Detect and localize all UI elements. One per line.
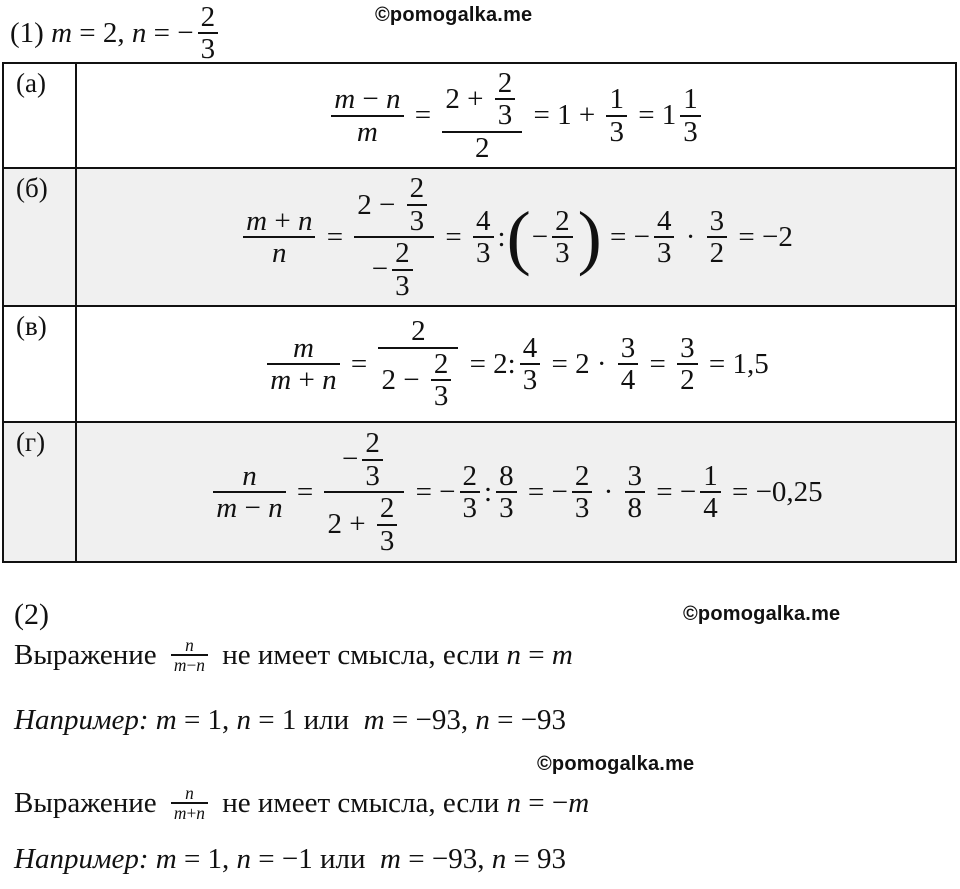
- math-text: 3: [609, 115, 624, 148]
- math-variable: m: [173, 655, 187, 676]
- math-text: = 93: [506, 843, 567, 875]
- math-text: 3: [620, 331, 636, 364]
- math-text: = −: [521, 786, 569, 819]
- math-text: −: [371, 253, 389, 286]
- fraction: [677, 333, 698, 396]
- math-text: ·: [678, 220, 703, 253]
- math-text: 2: [462, 459, 478, 492]
- fraction: [496, 461, 517, 524]
- math-text: 2: [409, 172, 425, 205]
- math-text: :: [484, 475, 493, 508]
- math-text: =: [438, 220, 470, 253]
- math-variable: n: [506, 638, 522, 671]
- fraction: [520, 333, 541, 396]
- row-equation: [77, 169, 955, 305]
- fraction: [354, 173, 434, 301]
- fraction: [324, 428, 404, 556]
- math-variable: m: [363, 704, 385, 736]
- fraction: [606, 84, 627, 147]
- math-text: =: [407, 99, 439, 132]
- math-text: 2: [709, 237, 725, 270]
- math-variable: m: [334, 83, 356, 116]
- statement-undefined-m-plus-n: [14, 784, 589, 823]
- math-text: 1: [703, 459, 718, 492]
- math-text: не имеет смысла, если: [214, 786, 507, 819]
- math-paren: (: [506, 196, 531, 278]
- fraction: [680, 84, 701, 147]
- fraction: [407, 173, 428, 236]
- math-text: 3: [433, 380, 449, 413]
- math-variable: m: [270, 364, 292, 397]
- math-text: = 1: [630, 99, 677, 132]
- math-text: = −93: [489, 704, 567, 736]
- row-equation: [77, 307, 955, 421]
- given-values-line: [10, 2, 222, 65]
- table-row: [4, 64, 955, 169]
- math-variable: Например:: [14, 704, 156, 736]
- fraction: [171, 784, 208, 823]
- math-variable: m: [551, 638, 573, 671]
- math-text: 4: [703, 492, 718, 525]
- math-text: +: [267, 204, 298, 237]
- fraction: [654, 206, 675, 269]
- math-text: −: [341, 443, 359, 476]
- math-variable: n: [196, 655, 205, 676]
- math-text: +: [291, 364, 323, 397]
- math-text: ·: [596, 475, 621, 508]
- row-label: (а): [4, 64, 77, 167]
- math-variable: n: [185, 783, 194, 803]
- table-row: [4, 307, 955, 423]
- fraction: [213, 461, 285, 524]
- math-variable: m: [246, 204, 268, 237]
- math-variable: n: [491, 843, 507, 875]
- math-text: = 1 +: [526, 99, 603, 132]
- fraction: [552, 206, 573, 269]
- fraction: [378, 316, 458, 411]
- math-text: 3: [656, 237, 672, 270]
- fraction: [572, 461, 593, 524]
- math-text: = −93,: [384, 704, 476, 736]
- math-variable: m: [356, 115, 378, 148]
- math-text: 8: [627, 492, 642, 525]
- math-text: Выражение: [14, 786, 164, 819]
- math-text: = −: [602, 220, 650, 253]
- table-row: [4, 423, 955, 561]
- math-text: 8: [499, 459, 514, 492]
- fraction: [331, 84, 403, 147]
- fraction: [198, 2, 219, 65]
- math-variable: n: [236, 843, 252, 875]
- math-variable: n: [297, 204, 313, 237]
- math-variable: m: [155, 843, 177, 875]
- row-label: (б): [4, 169, 77, 305]
- math-text: 2 +: [445, 83, 491, 116]
- watermark-bottom: ©pomogalka.me: [537, 753, 695, 775]
- math-text: 3: [379, 524, 395, 557]
- math-text: = −: [520, 475, 568, 508]
- math-text: −: [355, 83, 386, 116]
- math-variable: n: [322, 364, 337, 397]
- math-text: 3: [200, 33, 216, 66]
- math-variable: m: [292, 331, 314, 364]
- math-text: = −2: [731, 220, 793, 253]
- fraction: [707, 206, 728, 269]
- math-text: 3: [522, 364, 538, 397]
- math-text: = −0,25: [724, 475, 823, 508]
- math-variable: n: [131, 16, 147, 49]
- statement-undefined-m-minus-n: [14, 636, 573, 675]
- table-row: [4, 169, 955, 307]
- math-text: = 2 ·: [544, 347, 614, 380]
- math-text: 4: [656, 204, 672, 237]
- math-text: =: [289, 475, 321, 508]
- math-variable: n: [386, 83, 401, 116]
- math-text: 3: [499, 492, 514, 525]
- math-text: +: [186, 803, 197, 824]
- math-text: = 1,5: [701, 347, 769, 380]
- math-text: 3: [497, 99, 513, 132]
- math-text: =: [343, 347, 375, 380]
- example-m-plus-n: [14, 843, 566, 876]
- math-text: 2: [395, 237, 410, 270]
- math-text: 2 −: [357, 188, 403, 221]
- math-text: = 2:: [462, 347, 516, 380]
- watermark-top: ©pomogalka.me: [375, 4, 533, 26]
- math-text: 3: [709, 204, 725, 237]
- fraction: [392, 238, 413, 301]
- example-m-minus-n: [14, 704, 566, 737]
- math-text: = −: [146, 16, 194, 49]
- math-text: 2: [433, 347, 449, 380]
- math-text: 2: [475, 131, 490, 164]
- math-text: (1): [10, 16, 52, 49]
- math-text: не имеет смысла, если: [214, 638, 507, 671]
- math-text: 3: [409, 204, 425, 237]
- math-text: 3: [574, 492, 590, 525]
- math-text: 4: [522, 331, 538, 364]
- math-text: = 1 или: [251, 704, 364, 736]
- fraction: [495, 68, 516, 131]
- fraction: [700, 461, 721, 524]
- math-text: 3: [683, 115, 698, 148]
- math-text: 2: [379, 492, 395, 525]
- math-text: 2: [574, 459, 590, 492]
- fraction: [460, 461, 481, 524]
- math-text: 3: [395, 269, 410, 302]
- row-equation: [77, 423, 955, 561]
- fraction: [267, 333, 339, 396]
- math-variable: n: [475, 704, 490, 736]
- fraction: [431, 349, 452, 412]
- math-text: 3: [680, 331, 695, 364]
- math-text: :: [497, 220, 506, 253]
- math-text: = −93,: [400, 843, 492, 875]
- math-text: 3: [627, 459, 642, 492]
- math-text: 2: [680, 364, 695, 397]
- fraction: [618, 333, 639, 396]
- math-text: 3: [365, 459, 380, 492]
- math-text: = 1,: [176, 843, 237, 875]
- math-text: 2 −: [381, 364, 427, 397]
- math-text: 1: [609, 83, 624, 116]
- math-text: 2: [555, 204, 570, 237]
- math-variable: m: [51, 16, 73, 49]
- solution-table: [2, 62, 957, 563]
- math-variable: n: [268, 492, 283, 525]
- math-variable: n: [506, 786, 522, 819]
- math-text: =: [319, 220, 351, 253]
- math-text: −: [237, 492, 269, 525]
- fraction: [171, 636, 208, 675]
- math-text: 1: [683, 83, 698, 116]
- math-text: 3: [462, 492, 478, 525]
- fraction: [362, 428, 383, 491]
- math-variable: m: [380, 843, 401, 875]
- math-text: 4: [476, 204, 491, 237]
- part2-label: (2): [14, 598, 49, 631]
- math-text: = 2,: [72, 16, 132, 49]
- fraction: [377, 493, 398, 556]
- math-text: 4: [620, 364, 636, 397]
- fraction: [473, 206, 494, 269]
- math-text: =: [521, 638, 552, 671]
- math-text: = −: [649, 475, 697, 508]
- math-text: 3: [555, 237, 570, 270]
- math-text: Выражение: [14, 638, 164, 671]
- fraction: [625, 461, 646, 524]
- math-variable: m: [568, 786, 590, 819]
- math-text: = −1 или: [251, 843, 381, 875]
- math-variable: n: [242, 459, 257, 492]
- math-text: = −: [408, 475, 456, 508]
- math-variable: n: [185, 635, 194, 655]
- row-label: (в): [4, 307, 77, 421]
- math-variable: Например:: [14, 843, 156, 875]
- math-paren: ): [577, 196, 602, 278]
- math-text: 2: [411, 315, 426, 348]
- math-text: = 1,: [176, 704, 237, 736]
- math-text: 2: [497, 67, 513, 99]
- math-text: 2: [200, 1, 216, 33]
- math-text: 3: [476, 237, 491, 270]
- math-variable: m: [216, 492, 238, 525]
- math-variable: n: [196, 803, 205, 824]
- row-equation: [77, 64, 955, 167]
- math-text: −: [531, 220, 549, 253]
- math-variable: m: [155, 704, 177, 736]
- math-variable: n: [272, 237, 287, 270]
- fraction: [243, 206, 315, 269]
- row-label: (г): [4, 423, 77, 561]
- math-text: =: [642, 347, 674, 380]
- watermark-middle: ©pomogalka.me: [683, 603, 841, 625]
- fraction: [442, 68, 522, 163]
- math-variable: n: [236, 704, 252, 736]
- math-text: 2: [365, 427, 380, 460]
- math-text: −: [186, 655, 197, 676]
- math-variable: m: [173, 803, 187, 824]
- math-text: 2 +: [327, 508, 373, 541]
